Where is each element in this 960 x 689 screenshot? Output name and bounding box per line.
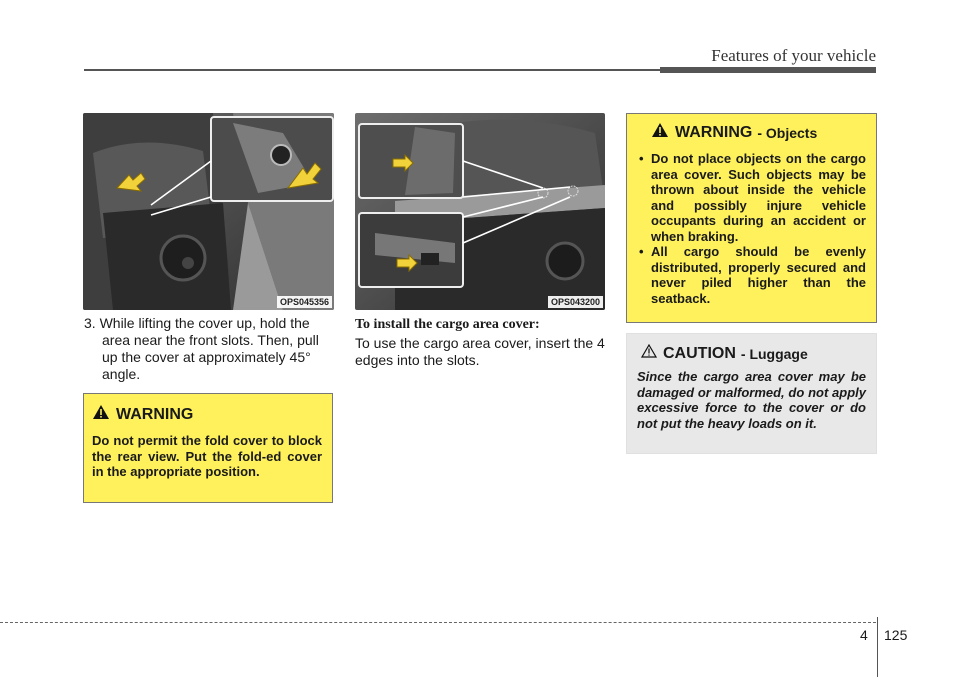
install-body: To use the cargo area cover, insert the 4 edges into the slots.: [355, 335, 605, 368]
install-heading: To install the cargo area cover:: [355, 317, 540, 332]
warning-objects-box: [626, 113, 877, 323]
figure-code: OPS045356: [277, 296, 332, 308]
cargo-cover-install-illustration: [355, 113, 605, 310]
caution-subtitle: - Luggage: [740, 345, 808, 362]
warning-fold-box: [83, 393, 333, 503]
cargo-cover-fold-figure: [83, 113, 334, 310]
caution-title: CAUTION: [663, 344, 736, 362]
warning-subtitle: - Objects: [757, 124, 818, 141]
step-3-instructions: [84, 315, 334, 383]
caution-luggage-box: [626, 333, 877, 454]
section-number: 4: [860, 627, 868, 643]
header-title: Features of your vehicle: [711, 46, 876, 65]
warning-icon: [651, 122, 669, 143]
page-number: 125: [884, 627, 908, 643]
list-item: • All cargo should be evenly distributed, properly secured and never piled higher than the seatback.: [639, 244, 866, 306]
list-item: • Do not place objects on the cargo area cover. Such objects may be thrown about inside the vehicle and possibly injure vehicle occupants during an accident or when braking.: [639, 151, 866, 244]
warning-title: WARNING: [675, 123, 753, 141]
cargo-cover-install-figure: [355, 113, 605, 310]
footer-divider: [877, 617, 878, 677]
caution-icon: [641, 344, 657, 363]
warning-objects-list: [639, 151, 866, 306]
step-3-line: angle.: [102, 366, 141, 382]
warning-fold-header: [92, 404, 322, 425]
header-rule: [84, 69, 660, 71]
cargo-cover-fold-illustration: [83, 113, 334, 310]
footer-rule: [0, 622, 876, 623]
step-3-line: up the cover at approximately 45°: [102, 349, 311, 365]
warning-icon: [92, 404, 110, 425]
warning-title: WARNING: [116, 405, 194, 423]
warning-objects-header: [651, 122, 866, 143]
step-3-line: area near the front slots. Then, pull: [102, 332, 319, 348]
figure-code: OPS043200: [548, 296, 603, 308]
header-rule-accent: [660, 67, 876, 73]
step-3-line: 3. While lifting the cover up, hold the: [84, 315, 310, 331]
caution-body: Since the cargo area cover may be damaged or malformed, do not apply excessive force to the cover or do not put the heavy loads on it.: [637, 369, 866, 431]
warning-fold-body: Do not permit the fold cover to block the rear view. Put the fold-ed cover in the appropriate position.: [92, 433, 322, 479]
caution-luggage-header: [641, 344, 866, 363]
